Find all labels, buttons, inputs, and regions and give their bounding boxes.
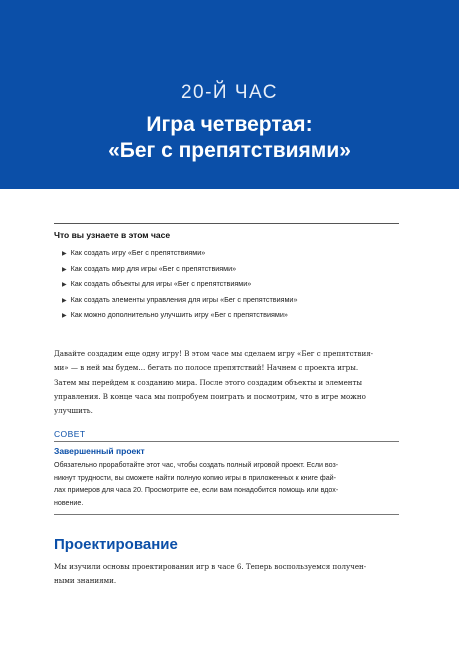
list-item: [62, 293, 399, 309]
list-item: [62, 277, 399, 293]
tip-label: СОВЕТ: [54, 429, 399, 442]
text-line: Мы изучили основы проектирования игр в часе 6. Теперь воспользуемся получен-: [54, 562, 367, 571]
text-line: управления. В конце часа мы попробуем поиграть и посмотрим, что в игре можно: [54, 391, 366, 401]
chapter-banner: [0, 0, 459, 189]
text-line: лах примеров для часа 20. Просмотрите ее, если вам понадобится помощь или вдох-: [54, 486, 339, 494]
list-item: [62, 246, 399, 262]
list-item-text: Как создать элементы управления для игры «Бег с препятствиями»: [70, 294, 298, 304]
triangle-right-icon: ▶: [62, 251, 67, 257]
section-heading: Проектирование: [54, 536, 178, 553]
list-item-text: Как можно дополнительно улучшить игру «Бег с препятствиями»: [70, 310, 288, 320]
text-line: ными знаниями.: [54, 576, 117, 586]
triangle-right-icon: ▶: [62, 282, 67, 289]
learning-objectives-heading: Что вы узнаете в этом часе: [54, 230, 171, 240]
intro-paragraph: [54, 347, 402, 418]
learning-objectives-list: [54, 246, 399, 324]
text-line: никнут трудности, вы сможете найти полную копию игры в приложенных к книге фай-: [54, 473, 337, 482]
list-item-text: Как создать объекты для игры «Бег с препятствиями»: [70, 279, 252, 289]
triangle-right-icon: ▶: [62, 297, 67, 304]
tip-title: Завершенный проект: [54, 446, 145, 456]
text-line: Обязательно проработайте этот час, чтобы создать полный игровой проект. Если воз-: [54, 461, 339, 469]
text-line: улучшить.: [54, 406, 93, 416]
list-item-text: Как создать мир для игры «Бег с препятствиями»: [70, 263, 237, 273]
chapter-title: [0, 112, 459, 164]
text-line: Давайте создадим еще одну игру! В этом часе мы сделаем игру «Бег с препятствия-: [54, 349, 374, 358]
text-line: ми» — в ней мы будем… бегать по полосе препятствий! Начнем с проекта игры.: [54, 363, 359, 373]
design-paragraph: [54, 560, 402, 589]
text-line: Затем мы перейдем к созданию мира. После этого создадим объекты и элементы: [54, 377, 363, 387]
chapter-title-line-1: Игра четвертая:: [146, 113, 313, 136]
tip-body: [54, 459, 399, 515]
learning-objectives: [54, 223, 399, 324]
chapter-number: 20-Й ЧАС: [180, 82, 279, 103]
triangle-right-icon: ▶: [62, 313, 67, 320]
text-line: новение.: [54, 498, 84, 507]
triangle-right-icon: ▶: [62, 266, 67, 273]
list-item: [62, 262, 399, 278]
list-item-text: Как создать игру «Бег с препятствиями»: [70, 248, 206, 257]
chapter-title-line-2: «Бег с препятствиями»: [108, 139, 351, 162]
list-item: [62, 308, 399, 324]
